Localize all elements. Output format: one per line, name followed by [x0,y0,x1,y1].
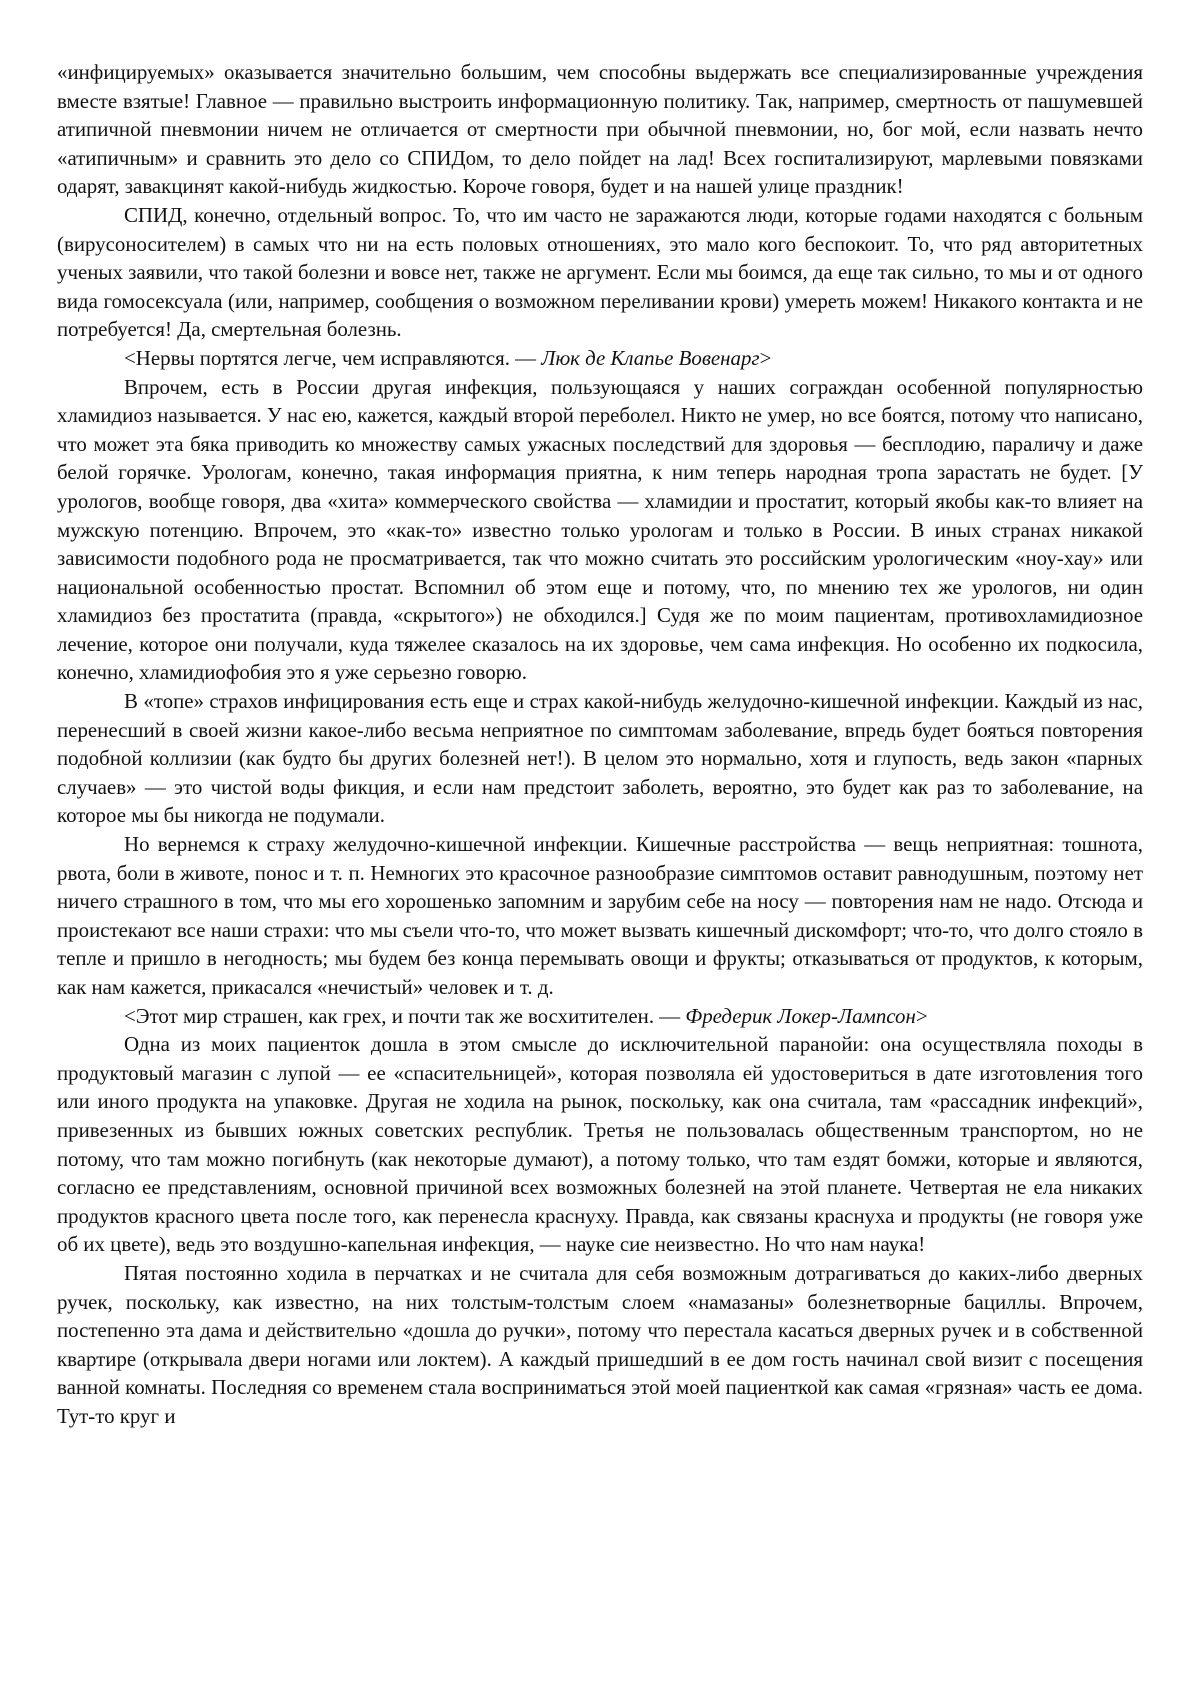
paragraph-patients: Одна из моих пациенток дошла в этом смысле до исключительной паранойи: она осуществляла походы в продуктовый магазин с лупой — ее «спасительницей», которая позволяла ей удостовериться в дате изготовления того или иного продукта на упаковке. Другая не ходила на рынок, поскольку, как она считала, там «рассадник инфекций», привезенных из бывших южных советских республик. Третья не пользовалась общественным транспортом, но не потому, что там можно погибнуть (как некоторые думают), а потому только, что там ездят бомжи, которые и являются, согласно ее представлениям, основной причиной всех возможных болезней на этой планете. Четвертая не ела никаких продуктов красного цвета после того, как перенесла краснуху. Правда, как связаны краснуха и продукты (не говоря уже об их цвете), ведь это воздушно-капельная инфекция, — науке сие неизвестно. Но что нам наука! [57,1032,1143,1257]
paragraph-chlamydia: Впрочем, есть в России другая инфекция, пользующаяся у наших сограждан особенной популярностью хламидиоз называется. У нас ею, кажется, каждый второй переболел. Никто не умер, но все боятся, потому что написано, что может эта бяка приводить ко множеству самых ужасных последствий для здоровья — бесплодию, параличу и даже белой горячке. Урологам, конечно, такая информация приятна, к ним теперь народная тропа зарастать не будет. [У урологов, вообще говоря, два «хита» коммерческого свойства — хламидии и простатит, который якобы как-то влияет на мужскую потенцию. Впрочем, это «как-то» известно только урологам и только в России. В иных странах никакой зависимости подобного рода не просматривается, так что можно считать это российским урологическим «ноу-хау» или национальной особенностью простат. Вспомнил об этом еще и потому, что, по мнению тех же урологов, ни один хламидиоз без простатита (правда, «скрытого») не обходился.] Судя же по моим пациентам, противохламидиозное лечение, которое они получали, куда тяжелее сказалось на их здоровье, чем сама инфекция. Но особенно их подкосила, конечно, хламидиофобия это я уже серьезно говорю. [57,374,1143,685]
epigraph-author: Фредерик Локер-Лампсон [685,1003,916,1028]
paragraph-aids: СПИД, конечно, отдельный вопрос. То, что им часто не заражаются люди, которые годами находятся с больным (вирусоносителем) в самых что ни на есть половых отношениях, это мало кого беспокоит. То, что ряд авторитетных ученых заявили, что такой болезни и вовсе нет, также не аргумент. Если мы боимся, да еще так сильно, то мы и от одного вида гомосексуала (или, например, сообщения о возможном переливании крови) умереть можем! Никакого контакта и не потребуется! Да, смертельная болезнь. [57,202,1143,342]
document-page [57,58,1143,1431]
paragraph-intestinal: Но вернемся к страху желудочно-кишечной инфекции. Кишечные расстройства — вещь неприятная: тошнота, рвота, боли в животе, понос и т. п. Немногих это красочное разнообразие симптомов оставит равнодушным, поэтому нет ничего страшного в том, что мы его хорошенько запомним и зарубим себе на носу — повторения нам не надо. Отсюда и проистекают все наши страхи: что мы съели что-то, что может вызвать кишечный дискомфорт; что-то, что долго стояло в тепле и пришло в негодность; мы будем без конца перемывать овощи и фрукты; отказываться от продуктов, к которым, как нам кажется, прикасался «нечистый» человек и т. д. [57,832,1143,999]
epigraph-vauvenargues [57,344,1143,373]
epigraph-locker-lampson [57,1002,1143,1031]
paragraph-gastro-fear: В «топе» страхов инфицирования есть еще и страх какой-нибудь желудочно-кишечной инфекции. Каждый из нас, перенесший в своей жизни какое-либо весьма неприятное по симптомам заболевание, впредь будет бояться повторения подобной коллизии (как будто бы других болезней нет!). В целом это нормально, хотя и глупость, ведь закон «парных случаев» — это чистой воды фикция, и если нам предстоит заболеть, вероятно, это будет как раз то заболевание, на которое мы бы никогда не подумали. [57,689,1143,828]
paragraph-fifth-patient: Пятая постоянно ходила в перчатках и не считала для себя возможным дотрагиваться до каких-либо дверных ручек, поскольку, как известно, на них толстым-толстым слоем «намазаны» болезнетворные бациллы. Впрочем, постепенно эта дама и действительно «дошла до ручки», потому что перестала касаться дверных ручек и в собственной квартире (открывала двери ногами или локтем). А каждый пришедший в ее дом гость начинал свой визит с посещения ванной комнаты. Последняя со временем стала восприниматься этой моей пациенткой как самая «грязная» часть ее дома. Тут-то круг и [57,1260,1143,1428]
epigraph-author: Люк де Клапье Вовенарг [541,345,760,370]
epigraph-close: > [915,1003,928,1028]
epigraph-text: <Нервы портятся легче, чем исправляются. — [124,345,542,370]
epigraph-text: <Этот мир страшен, как грех, и почти так же восхитителен. — [124,1003,686,1028]
paragraph-aids-policy: «инфицируемых» оказывается значительно большим, чем способны выдержать все специализированные учреждения вместе взятые! Главное — правильно выстроить информационную политику. Так, например, смертность от пашумевшей атипичной пневмонии ничем не отличается от смертности при обычной пневмонии, но, бог мой, если назвать нечто «атипичным» и сравнить это дело со СПИДом, то дело пойдет на лад! Всех госпитализируют, марлевыми повязками одарят, завакцинят какой-нибудь жидкостью. Короче говоря, будет и на нашей улице праздник! [57,60,1143,199]
epigraph-close: > [759,345,772,370]
